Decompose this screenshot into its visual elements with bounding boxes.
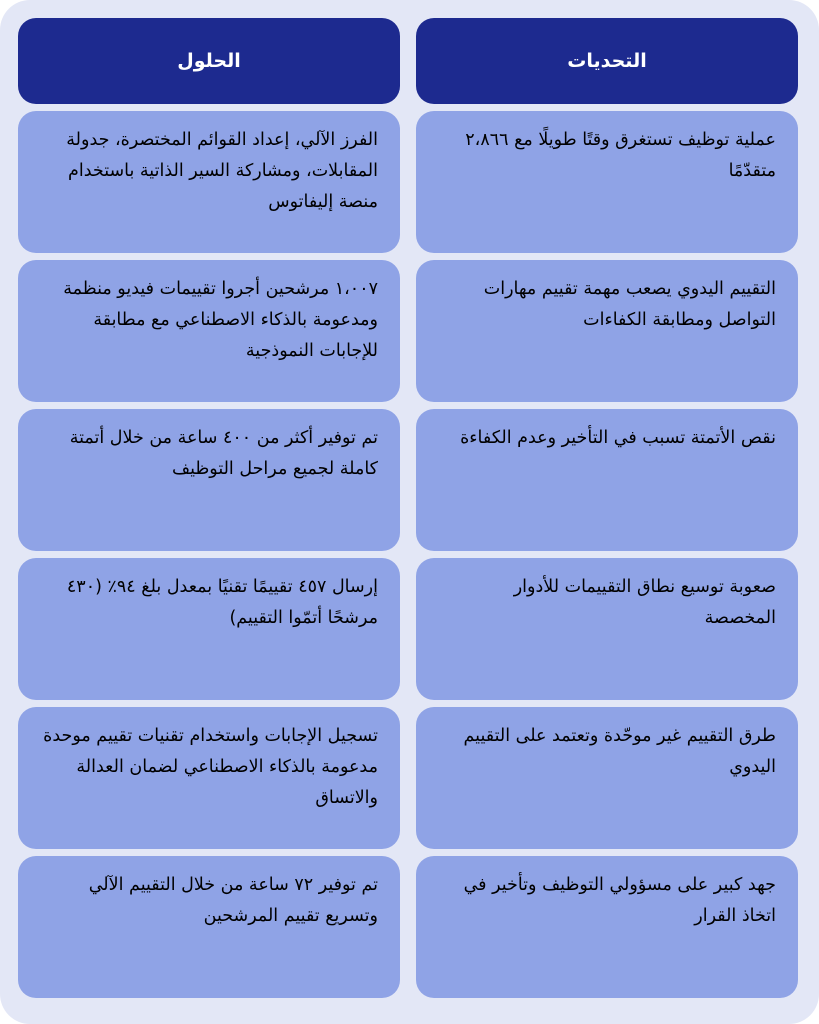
challenge-cell: طرق التقييم غير موحّدة وتعتمد على التقييم اليدوي xyxy=(416,707,798,849)
solution-cell: إرسال ٤٥٧ تقييمًا تقنيًا بمعدل بلغ ٩٤٪ (٤٣٠ مرشحًا أتمّوا التقييم) xyxy=(18,558,400,700)
solution-cell: ١،٠٠٧ مرشحين أجروا تقييمات فيديو منظمة ومدعومة بالذكاء الاصطناعي مع مطابقة للإجابات النموذجية xyxy=(18,260,400,402)
challenge-cell: نقص الأتمتة تسبب في التأخير وعدم الكفاءة xyxy=(416,409,798,551)
challenge-cell: عملية توظيف تستغرق وقتًا طويلًا مع ٢،٨٦٦ متقدّمًا xyxy=(416,111,798,253)
solution-cell: تم توفير أكثر من ٤٠٠ ساعة من خلال أتمتة كاملة لجميع مراحل التوظيف xyxy=(18,409,400,551)
challenge-cell: جهد كبير على مسؤولي التوظيف وتأخير في اتخاذ القرار xyxy=(416,856,798,998)
solution-cell: تم توفير ٧٢ ساعة من خلال التقييم الآلي وتسريع تقييم المرشحين xyxy=(18,856,400,998)
challenge-cell: صعوبة توسيع نطاق التقييمات للأدوار المخصصة xyxy=(416,558,798,700)
challenges-header: التحديات xyxy=(416,18,798,104)
solution-cell: الفرز الآلي، إعداد القوائم المختصرة، جدولة المقابلات، ومشاركة السير الذاتية باستخدام منصة إليفاتوس xyxy=(18,111,400,253)
solutions-header: الحلول xyxy=(18,18,400,104)
challenge-cell: التقييم اليدوي يصعب مهمة تقييم مهارات التواصل ومطابقة الكفاءات xyxy=(416,260,798,402)
solution-cell: تسجيل الإجابات واستخدام تقنيات تقييم موحدة مدعومة بالذكاء الاصطناعي لضمان العدالة والاتساق xyxy=(18,707,400,849)
